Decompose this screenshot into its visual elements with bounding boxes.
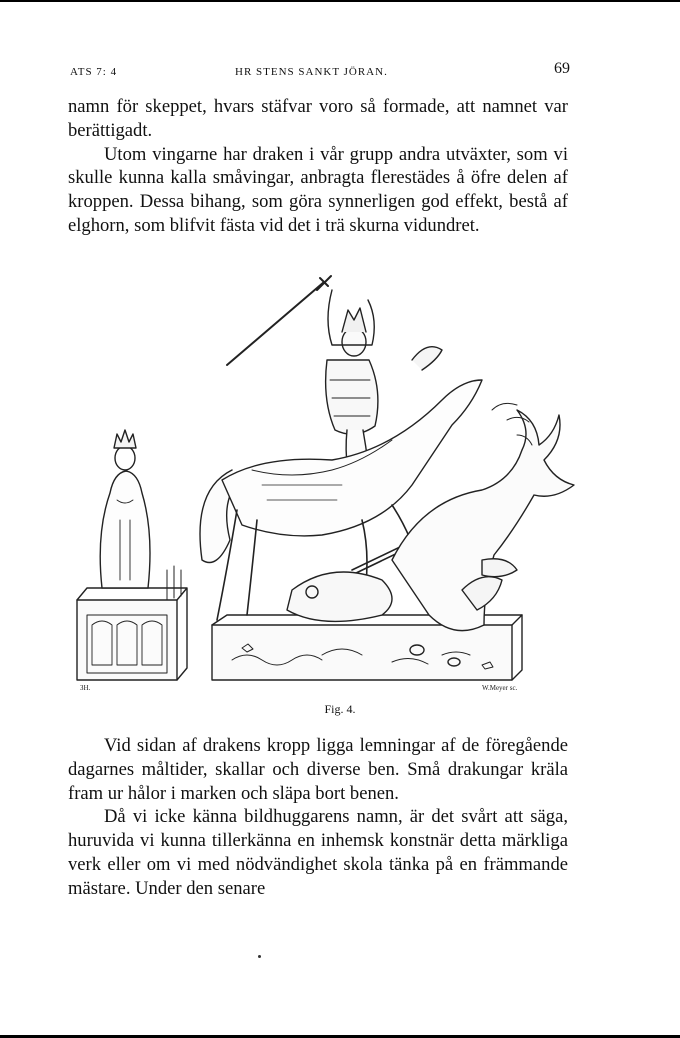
page-number: 69: [554, 60, 570, 77]
raised-sword: [227, 276, 331, 365]
running-head-title: HR STENS SANKT JÖRAN.: [235, 66, 388, 78]
running-head-left: ATS 7: 4: [70, 66, 118, 78]
text-block-bottom: [68, 734, 568, 901]
page-top-edge: [0, 0, 680, 2]
figure-signature-right: W.Meyer sc.: [482, 684, 518, 692]
text-block-top: [68, 95, 568, 238]
paragraph: namn för skeppet, hvars stäfvar voro så formade, att namnet var berättigadt.: [68, 96, 568, 141]
paragraph: Utom vingarne har draken i vår grupp andra utväxter, som vi skulle kunna kalla småvingar, anbragta flerestädes å öfre delen af kroppen. Dessa bihang, som göra synnerligen god effekt, bestå af elghorn, som blifvit fästa vid det i trä skurna vidundret.: [68, 143, 568, 236]
figure-caption: Fig. 4.: [324, 702, 356, 716]
figure-illustration: [62, 270, 582, 700]
figure-signature-left: ЗН.: [80, 684, 91, 692]
paragraph: Då vi icke känna bildhuggarens namn, är det svårt att säga, huruvida vi kunna tillerkänna en inhemsk konstnär detta märkliga verk eller om vi med nödvändighet skola tänka på en främmande mästare. Under den senare: [68, 806, 568, 899]
stray-mark: [258, 955, 261, 958]
running-head: [70, 60, 570, 82]
princess-figure: [100, 430, 150, 588]
paragraph: Vid sidan af drakens kropp ligga lemningar af de föregående dagarnes måltider, skallar och diverse ben. Små drakungar kräla fram ur hålor i marken och släpa bort benen.: [68, 735, 568, 804]
